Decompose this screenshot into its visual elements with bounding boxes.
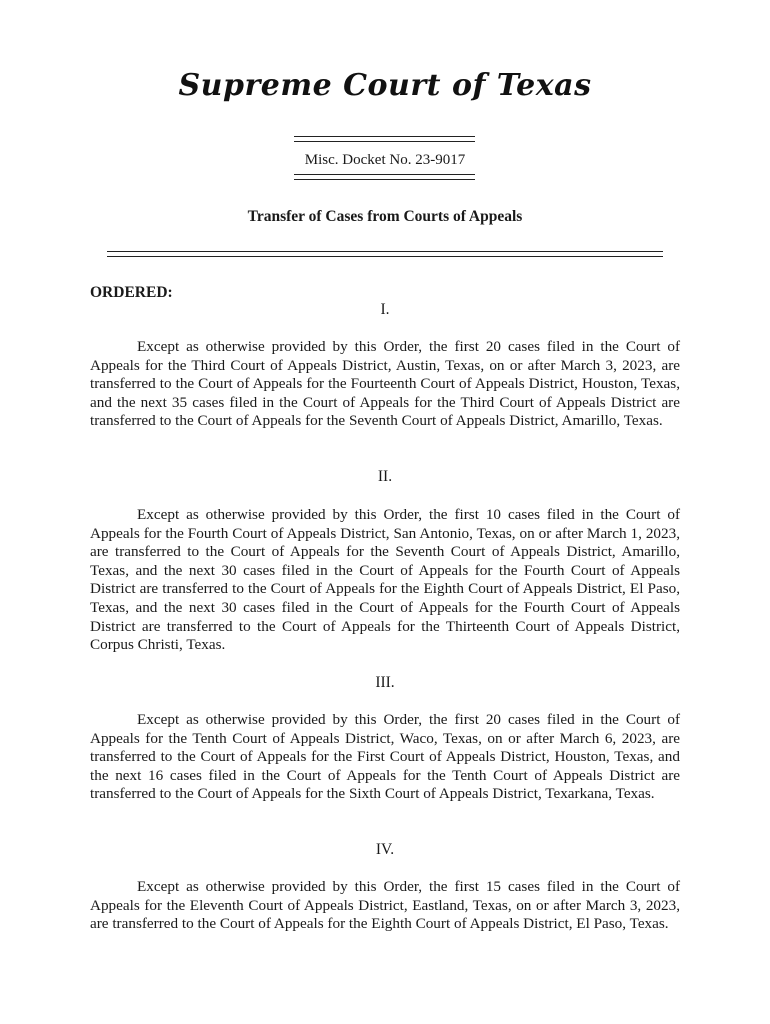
section-number-4: IV. [375,841,395,858]
double-rule-bottom [294,174,475,180]
section-number-1: I. [380,301,390,318]
double-rule-divider [107,251,663,257]
section-paragraph-3: Except as otherwise provided by this Order, the first 20 cases filed in the Court of Appeals for the Tenth Court of Appeals District, Waco, Texas, on or after March 6, 2023, are transferred to the Court of Appeals for the First Court of Appeals District, Houston, Texas, and the next 16 cases filed in the Court of Appeals for the Tenth Court of Appeals District are transferred to the Court of Appeals for the Sixth Court of Appeals District, Texarkana, Texas. [90,711,680,803]
docket-number: Misc. Docket No. 23-9017 [304,152,466,168]
court-title: Supreme Court of Texas [178,68,592,103]
section-paragraph-2: Except as otherwise provided by this Order, the first 10 cases filed in the Court of Appeals for the Fourth Court of Appeals District, San Antonio, Texas, on or after March 1, 2023, are transferred to the Court of Appeals for the Seventh Court of Appeals District, Amarillo, Texas, and the next 30 cases filed in the Court of Appeals for the Fourth Court of Appeals District are transferred to the Court of Appeals for the Eighth Court of Appeals District, El Paso, Texas, and the next 30 cases filed in the Court of Appeals for the Fourth Court of Appeals District are transferred to the Court of Appeals for the Thirteenth Court of Appeals District, Corpus Christi, Texas. [90,506,680,654]
section-number-3: III. [375,674,395,691]
section-number-2: II. [377,468,393,485]
order-subject: Transfer of Cases from Courts of Appeals [247,208,523,225]
double-rule-top [294,136,475,142]
ordered-label: ORDERED: [90,284,173,301]
section-paragraph-4: Except as otherwise provided by this Order, the first 15 cases filed in the Court of Appeals for the Eleventh Court of Appeals District, Eastland, Texas, on or after March 3, 2023, are transferred to the Court of Appeals for the Eighth Court of Appeals District, El Paso, Texas. [90,878,680,933]
section-paragraph-1: Except as otherwise provided by this Order, the first 20 cases filed in the Court of Appeals for the Third Court of Appeals District, Austin, Texas, on or after March 3, 2023, are transferred to the Court of Appeals for the Fourteenth Court of Appeals District, Houston, Texas, and the next 35 cases filed in the Court of Appeals for the Third Court of Appeals District are transferred to the Court of Appeals for the Seventh Court of Appeals District, Amarillo, Texas. [90,338,680,430]
